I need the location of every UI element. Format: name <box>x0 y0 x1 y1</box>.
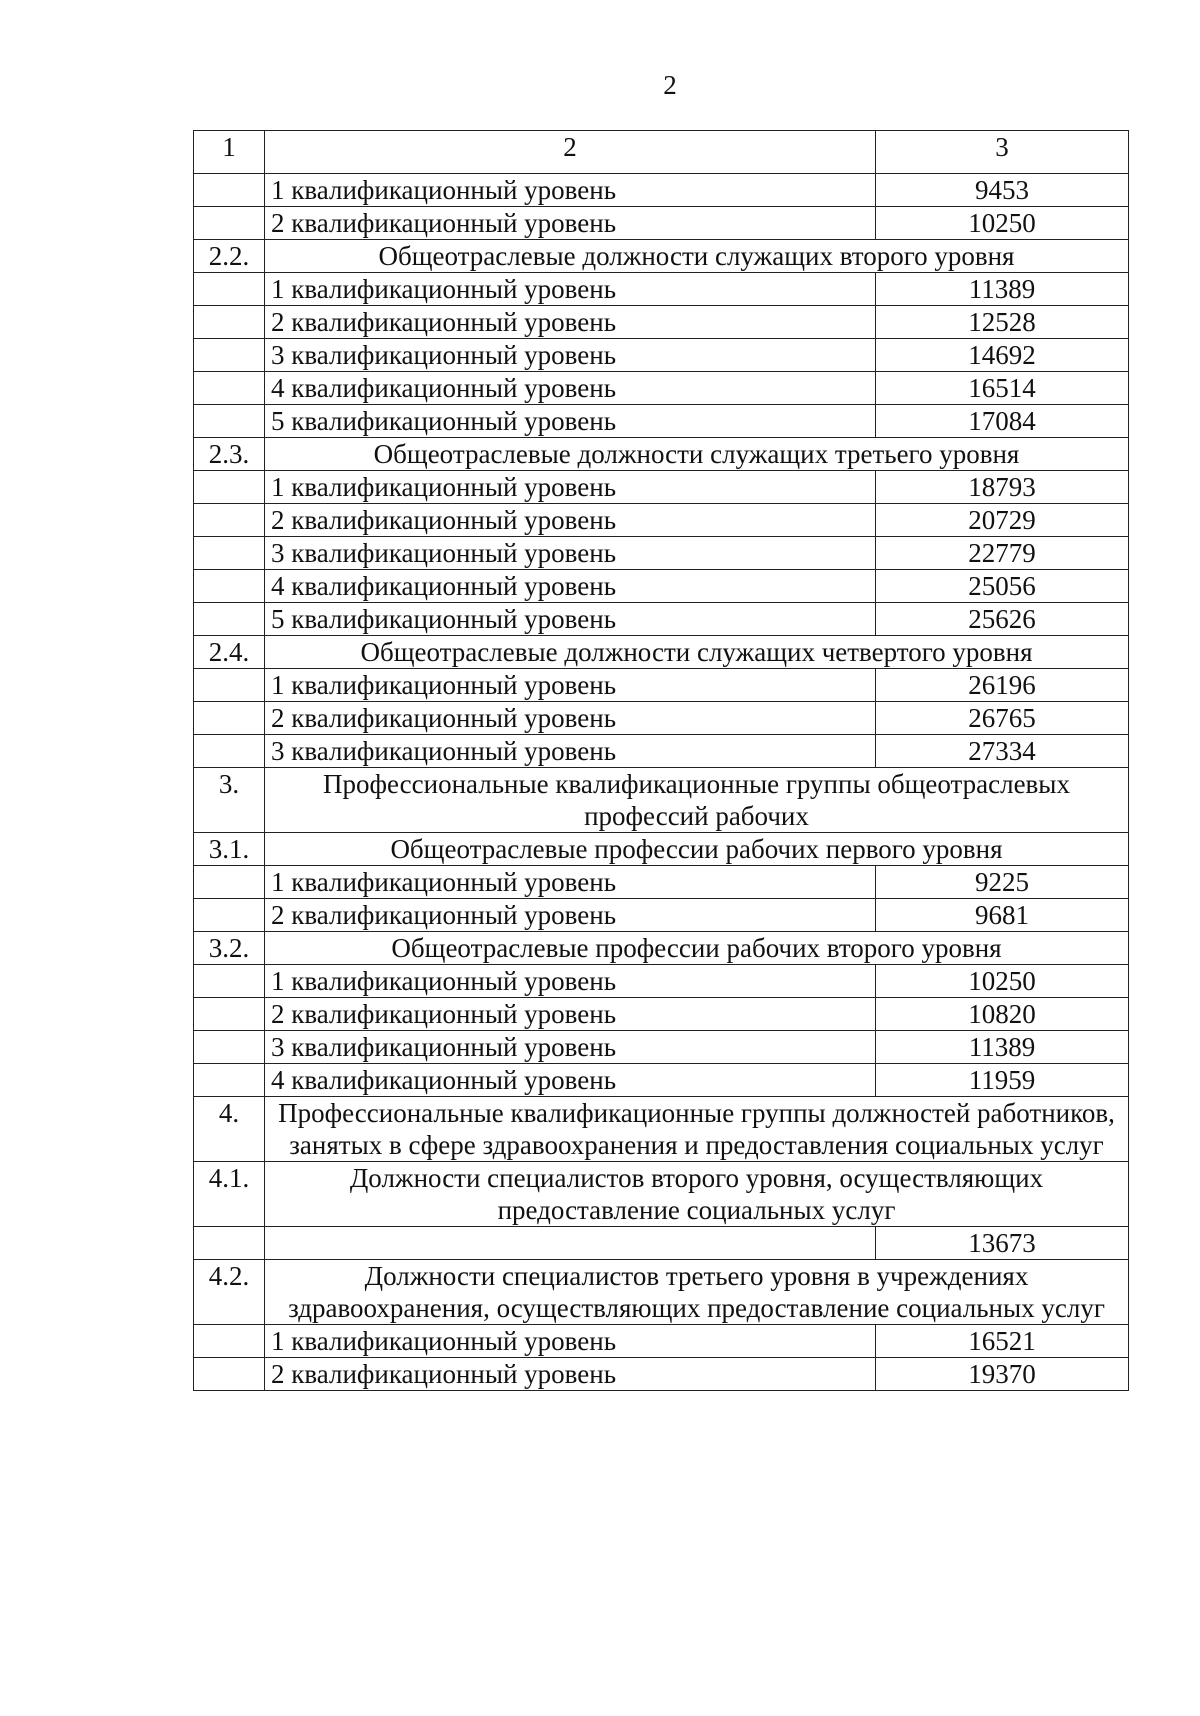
level-value: 20729 <box>876 504 1129 537</box>
level-label: 3 квалификационный уровень <box>265 1031 876 1064</box>
level-label: 2 квалификационный уровень <box>265 207 876 240</box>
level-row <box>194 1325 1129 1358</box>
level-row <box>194 1064 1129 1097</box>
level-row <box>194 273 1129 306</box>
level-row <box>194 471 1129 504</box>
blank-number-cell <box>194 273 265 306</box>
section-number: 3.2. <box>194 932 265 965</box>
header-col-1: 1 <box>194 131 265 174</box>
header-col-3: 3 <box>876 131 1129 174</box>
level-value: 10820 <box>876 998 1129 1031</box>
level-row <box>194 735 1129 768</box>
level-label: 5 квалификационный уровень <box>265 603 876 636</box>
level-row <box>194 207 1129 240</box>
level-row <box>194 570 1129 603</box>
level-label: 4 квалификационный уровень <box>265 1064 876 1097</box>
level-label: 3 квалификационный уровень <box>265 339 876 372</box>
level-row <box>194 1227 1129 1260</box>
level-label: 2 квалификационный уровень <box>265 306 876 339</box>
level-value: 10250 <box>876 207 1129 240</box>
blank-number-cell <box>194 1064 265 1097</box>
section-title: Общеотраслевые должности служащих четвертого уровня <box>265 636 1129 669</box>
level-value: 27334 <box>876 735 1129 768</box>
level-value: 9225 <box>876 866 1129 899</box>
section-heading-row <box>194 1260 1129 1325</box>
level-row <box>194 174 1129 207</box>
section-title: Общеотраслевые профессии рабочих второго уровня <box>265 932 1129 965</box>
blank-number-cell <box>194 1227 265 1260</box>
section-title: Профессиональные квалификационные группы должностей работников, занятых в сфере здравоохранения и предоставления социальных услуг <box>265 1097 1129 1162</box>
section-heading-row <box>194 636 1129 669</box>
level-label: 2 квалификационный уровень <box>265 702 876 735</box>
section-number: 2.3. <box>194 438 265 471</box>
level-row <box>194 372 1129 405</box>
blank-number-cell <box>194 405 265 438</box>
section-heading-row <box>194 932 1129 965</box>
level-row <box>194 504 1129 537</box>
level-value: 11389 <box>876 1031 1129 1064</box>
blank-number-cell <box>194 174 265 207</box>
blank-number-cell <box>194 998 265 1031</box>
section-title: Общеотраслевые профессии рабочих первого уровня <box>265 833 1129 866</box>
level-label: 1 квалификационный уровень <box>265 965 876 998</box>
level-value: 17084 <box>876 405 1129 438</box>
level-label: 1 квалификационный уровень <box>265 669 876 702</box>
table-header-row <box>194 131 1129 174</box>
level-label: 4 квалификационный уровень <box>265 570 876 603</box>
level-row <box>194 537 1129 570</box>
level-label: 1 квалификационный уровень <box>265 866 876 899</box>
level-label: 1 квалификационный уровень <box>265 471 876 504</box>
section-number: 2.2. <box>194 240 265 273</box>
section-title: Должности специалистов второго уровня, осуществляющих предоставление социальных услуг <box>265 1162 1129 1227</box>
level-row <box>194 306 1129 339</box>
level-row <box>194 669 1129 702</box>
section-number: 3.1. <box>194 833 265 866</box>
level-value: 25626 <box>876 603 1129 636</box>
level-label: 1 квалификационный уровень <box>265 273 876 306</box>
salary-table <box>193 130 1129 1391</box>
level-value: 9453 <box>876 174 1129 207</box>
section-heading-row <box>194 438 1129 471</box>
section-heading-row <box>194 1097 1129 1162</box>
level-row <box>194 965 1129 998</box>
blank-number-cell <box>194 669 265 702</box>
level-row <box>194 603 1129 636</box>
blank-number-cell <box>194 702 265 735</box>
section-heading-row <box>194 768 1129 833</box>
level-value: 25056 <box>876 570 1129 603</box>
blank-number-cell <box>194 866 265 899</box>
section-title: Профессиональные квалификационные группы общеотраслевых профессий рабочих <box>265 768 1129 833</box>
blank-number-cell <box>194 1031 265 1064</box>
level-row <box>194 339 1129 372</box>
level-label: 3 квалификационный уровень <box>265 537 876 570</box>
section-number: 4.1. <box>194 1162 265 1227</box>
blank-number-cell <box>194 306 265 339</box>
blank-number-cell <box>194 207 265 240</box>
blank-number-cell <box>194 899 265 932</box>
level-label: 2 квалификационный уровень <box>265 998 876 1031</box>
blank-number-cell <box>194 965 265 998</box>
level-value: 18793 <box>876 471 1129 504</box>
blank-number-cell <box>194 504 265 537</box>
section-number: 3. <box>194 768 265 833</box>
section-heading-row <box>194 1162 1129 1227</box>
level-value: 14692 <box>876 339 1129 372</box>
level-row <box>194 866 1129 899</box>
level-label: 4 квалификационный уровень <box>265 372 876 405</box>
section-heading-row <box>194 240 1129 273</box>
blank-number-cell <box>194 570 265 603</box>
level-row <box>194 1031 1129 1064</box>
level-row <box>194 998 1129 1031</box>
level-value: 11959 <box>876 1064 1129 1097</box>
section-number: 4. <box>194 1097 265 1162</box>
level-value: 12528 <box>876 306 1129 339</box>
level-label: 2 квалификационный уровень <box>265 504 876 537</box>
level-label: 3 квалификационный уровень <box>265 735 876 768</box>
level-value: 11389 <box>876 273 1129 306</box>
section-number: 4.2. <box>194 1260 265 1325</box>
blank-number-cell <box>194 471 265 504</box>
level-label: 2 квалификационный уровень <box>265 1358 876 1391</box>
section-heading-row <box>194 833 1129 866</box>
blank-number-cell <box>194 1325 265 1358</box>
level-value: 9681 <box>876 899 1129 932</box>
level-row <box>194 405 1129 438</box>
blank-number-cell <box>194 537 265 570</box>
level-value: 10250 <box>876 965 1129 998</box>
blank-number-cell <box>194 603 265 636</box>
blank-number-cell <box>194 372 265 405</box>
section-title: Общеотраслевые должности служащих второго уровня <box>265 240 1129 273</box>
level-label: 2 квалификационный уровень <box>265 899 876 932</box>
level-row <box>194 899 1129 932</box>
level-value: 16521 <box>876 1325 1129 1358</box>
blank-number-cell <box>194 339 265 372</box>
level-value: 26196 <box>876 669 1129 702</box>
level-value: 22779 <box>876 537 1129 570</box>
page-number: 2 <box>663 70 677 100</box>
header-col-2: 2 <box>265 131 876 174</box>
level-label: 1 квалификационный уровень <box>265 1325 876 1358</box>
blank-number-cell <box>194 1358 265 1391</box>
blank-number-cell <box>194 735 265 768</box>
level-label: 5 квалификационный уровень <box>265 405 876 438</box>
level-value: 16514 <box>876 372 1129 405</box>
level-value: 13673 <box>876 1227 1129 1260</box>
section-title: Должности специалистов третьего уровня в учреждениях здравоохранения, осуществляющих предоставление социальных услуг <box>265 1260 1129 1325</box>
section-title: Общеотраслевые должности служащих третьего уровня <box>265 438 1129 471</box>
section-number: 2.4. <box>194 636 265 669</box>
level-value: 26765 <box>876 702 1129 735</box>
level-value: 19370 <box>876 1358 1129 1391</box>
level-row <box>194 1358 1129 1391</box>
level-row <box>194 702 1129 735</box>
level-label: 1 квалификационный уровень <box>265 174 876 207</box>
level-label <box>265 1227 876 1260</box>
